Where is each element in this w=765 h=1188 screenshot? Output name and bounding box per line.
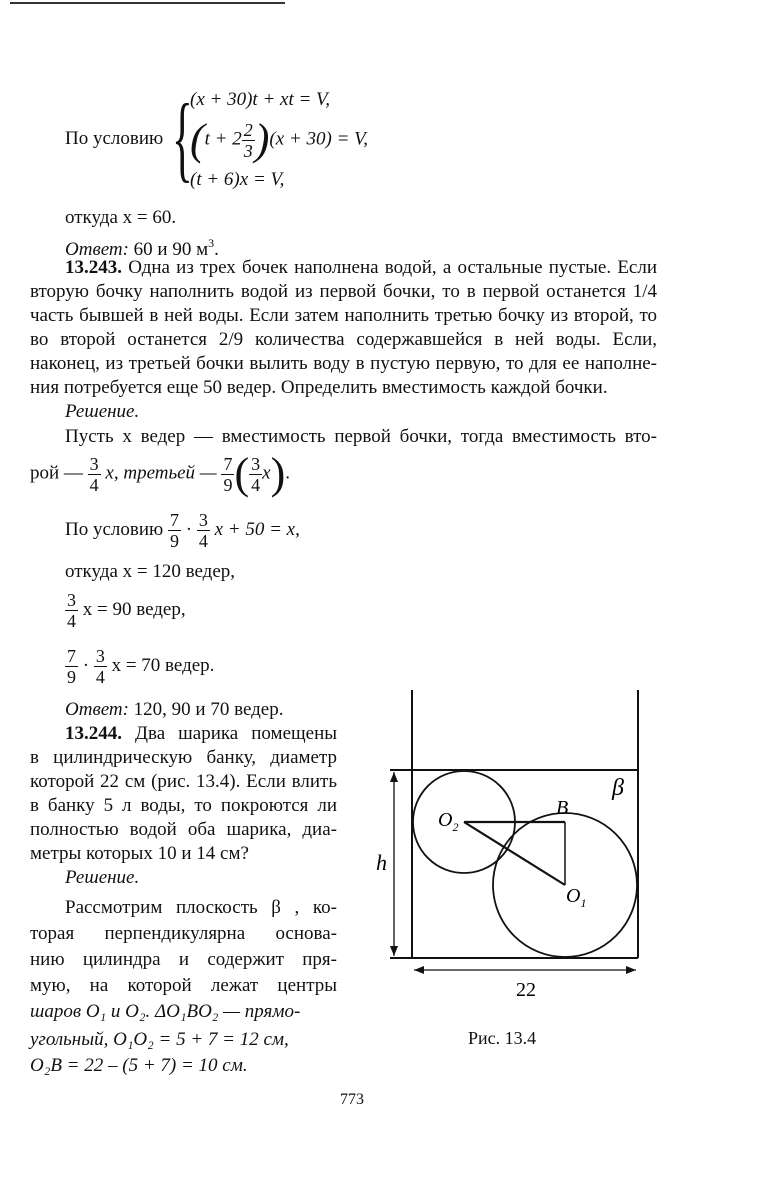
problem-243-solution-label: Решение. <box>65 401 140 422</box>
height-arrow-head-top <box>390 772 398 782</box>
problem-243-line-5: наконец, из третьей бочки вылить воду в пустую первую, то для ее наполне- <box>30 353 657 374</box>
problem-243-sol-line-2: рой — $\frac{3}{4}$ x, третьей — $\frac{7}{9}$ ( $\frac{3}{4}$ x). <box>30 449 290 498</box>
system-eq2: (t + 2 $\frac{2}{3}$ )(x + 30) = V, <box>190 115 369 164</box>
page-number: 773 <box>340 1091 364 1108</box>
problem-243-condition: По условию $\frac{7}{9}$ · $\frac{3}{4}$ x + 50 = x, <box>65 510 300 551</box>
problem-244-sol-line-5: шаров O₁ и O₂. ΔO₁BO₂ — прямо- <box>30 1001 301 1022</box>
label-beta: β <box>612 775 624 801</box>
prev-result: откуда x = 60. <box>65 207 177 228</box>
problem-243-result-3: $\frac{7}{9}$ · $\frac{3}{4}$ x = 70 ведер. <box>67 646 215 687</box>
system-brace: { <box>172 84 193 191</box>
problem-243-sol-line-1: Пусть x ведер — вместимость первой бочки, тогда вместимость вто- <box>65 426 657 447</box>
width-arrow-head-right <box>626 966 636 974</box>
problem-243-line-2: вторую бочку наполнить водой из первой бочки, то в первой останется 1/4 <box>30 281 657 302</box>
problem-244-sol-line-1: Рассмотрим плоскость β , ко- <box>65 897 337 918</box>
problem-243-line-4: во второй останется 2/9 количества содержавшейся в ней воды. Если, <box>30 329 657 350</box>
problem-244-line-6: метры которых 10 и 14 см? <box>30 843 249 864</box>
problem-244-sol-line-4: мую, на которой лежат центры <box>30 975 337 996</box>
problem-243-answer: Ответ: 120, 90 и 70 ведер. <box>65 699 284 720</box>
figure-13-4 <box>360 680 660 1000</box>
problem-243-line-1: 13.243. Одна из трех бочек наполнена водой, а остальные пустые. Если <box>65 257 658 278</box>
problem-244-solution-label: Решение. <box>65 867 140 888</box>
problem-244-line-2: в цилиндрическую банку, диаметр <box>30 747 337 768</box>
problem-244-line-3: которой 22 см (рис. 13.4). Если влить <box>30 771 337 792</box>
figure-caption: Рис. 13.4 <box>468 1028 537 1048</box>
height-arrow-head-bottom <box>390 946 398 956</box>
label-h: h <box>376 850 387 875</box>
problem-243-line-3: часть бывшей в ней воды. Если затем наполнить третью бочку из второй, то <box>30 305 657 326</box>
problem-244-line-5: полностью водой оба шарика, диа- <box>30 819 337 840</box>
problem-244-line-1: 13.244. Два шарика помещены <box>65 723 338 744</box>
problem-244-sol-line-6: угольный, O₁O₂ = 5 + 7 = 12 см, <box>30 1029 289 1050</box>
prev-answer: Ответ: 60 и 90 $м^3$. <box>65 236 219 260</box>
label-o1: $O_1$ <box>566 885 587 910</box>
width-arrow-head-left <box>414 966 424 974</box>
problem-244-line-4: в банку 5 л воды, то покроются ли <box>30 795 337 816</box>
label-width: 22 <box>516 979 536 1000</box>
problem-243-result-2: $\frac{3}{4}$ x = 90 ведер, <box>67 590 186 631</box>
system-eq3: (t + 6)x = V, <box>190 169 285 190</box>
problem-244-sol-line-3: нию цилиндра и содержит пря- <box>30 949 337 970</box>
problem-243-line-6: ния потребуется еще 50 ведер. Определить вместимость каждой бочки. <box>30 377 608 398</box>
problem-243-result-1: откуда x = 120 ведер, <box>65 561 236 582</box>
system-label: По условию <box>65 128 164 149</box>
label-b: B <box>556 797 569 819</box>
problem-244-sol-line-7: O₂B = 22 – (5 + 7) = 10 см. <box>30 1055 248 1076</box>
problem-244-sol-line-2: торая перпендикулярна основа- <box>30 923 337 944</box>
label-o2: $O_2$ <box>438 809 459 834</box>
system-eq1: (x + 30)t + xt = V, <box>190 89 330 110</box>
header-rule <box>10 2 285 4</box>
